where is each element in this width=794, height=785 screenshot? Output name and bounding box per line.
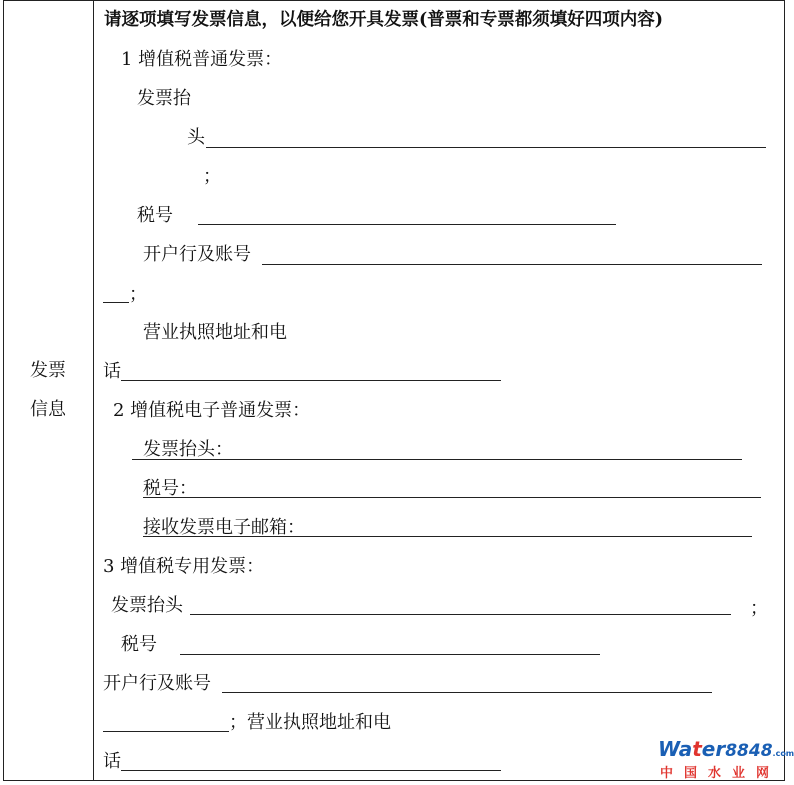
section1-bank-input[interactable] — [262, 264, 762, 265]
section3-title: 3 增值税专用发票： — [103, 556, 265, 577]
section1-address-label-b: 话 — [103, 361, 121, 382]
form-table — [3, 0, 785, 781]
row-label-line1: 发票 — [30, 360, 66, 381]
section3-address-label-b: 话 — [103, 751, 121, 772]
section1-invoice-title-label-b: 头 — [187, 127, 205, 148]
section3-semicolon: ； — [750, 598, 768, 619]
section3-bank-input[interactable] — [222, 692, 712, 693]
section1-address-input[interactable] — [121, 380, 501, 381]
water8848-logo — [658, 737, 794, 781]
section2-email-input[interactable] — [143, 536, 752, 537]
section2-tax-no-input[interactable] — [143, 497, 761, 498]
logo-chinese-name: 中国水业网 — [660, 766, 781, 781]
section1-title: 1 增值税普通发票： — [121, 49, 283, 70]
section1-invoice-title-label-a: 发票抬 — [137, 88, 191, 109]
section1-tax-no-label: 税号 — [137, 205, 173, 226]
section3-tax-no-label: 税号 — [121, 634, 157, 655]
section1-tax-no-input[interactable] — [198, 224, 616, 225]
section2-tax-no-label: 税号： — [143, 478, 197, 499]
section1-address-label-a: 营业执照地址和电 — [143, 322, 287, 343]
section1-semicolon: ； — [203, 166, 221, 187]
section1-invoice-title-input[interactable] — [206, 147, 766, 148]
row-label-line2: 信息 — [30, 399, 66, 420]
section2-email-label: 接收发票电子邮箱： — [143, 517, 305, 538]
section3-tax-no-input[interactable] — [180, 654, 600, 655]
section1-bank-label: 开户行及账号 — [143, 244, 251, 265]
form-header: 请逐项填写发票信息，以便给您开具发票(普票和专票都须填好四项内容) — [104, 10, 664, 30]
section2-invoice-title-input[interactable] — [132, 459, 742, 460]
section3-invoice-title-label: 发票抬头 — [111, 595, 183, 616]
section3-bank-label: 开户行及账号 — [103, 673, 211, 694]
section3-bank-input-cont[interactable] — [103, 731, 229, 732]
column-divider — [93, 0, 94, 781]
section2-title: 2 增值税电子普通发票： — [113, 400, 311, 421]
section3-address-input[interactable] — [121, 770, 501, 771]
section3-invoice-title-input[interactable] — [190, 614, 731, 615]
section3-address-label-a: ；营业执照地址和电 — [229, 712, 391, 733]
logo-wordmark: Water8848.com — [658, 737, 794, 761]
section1-bank-input-cont[interactable] — [103, 302, 129, 303]
section1-bank-tail: ； — [129, 284, 147, 305]
section2-invoice-title-label: 发票抬头： — [143, 439, 233, 460]
